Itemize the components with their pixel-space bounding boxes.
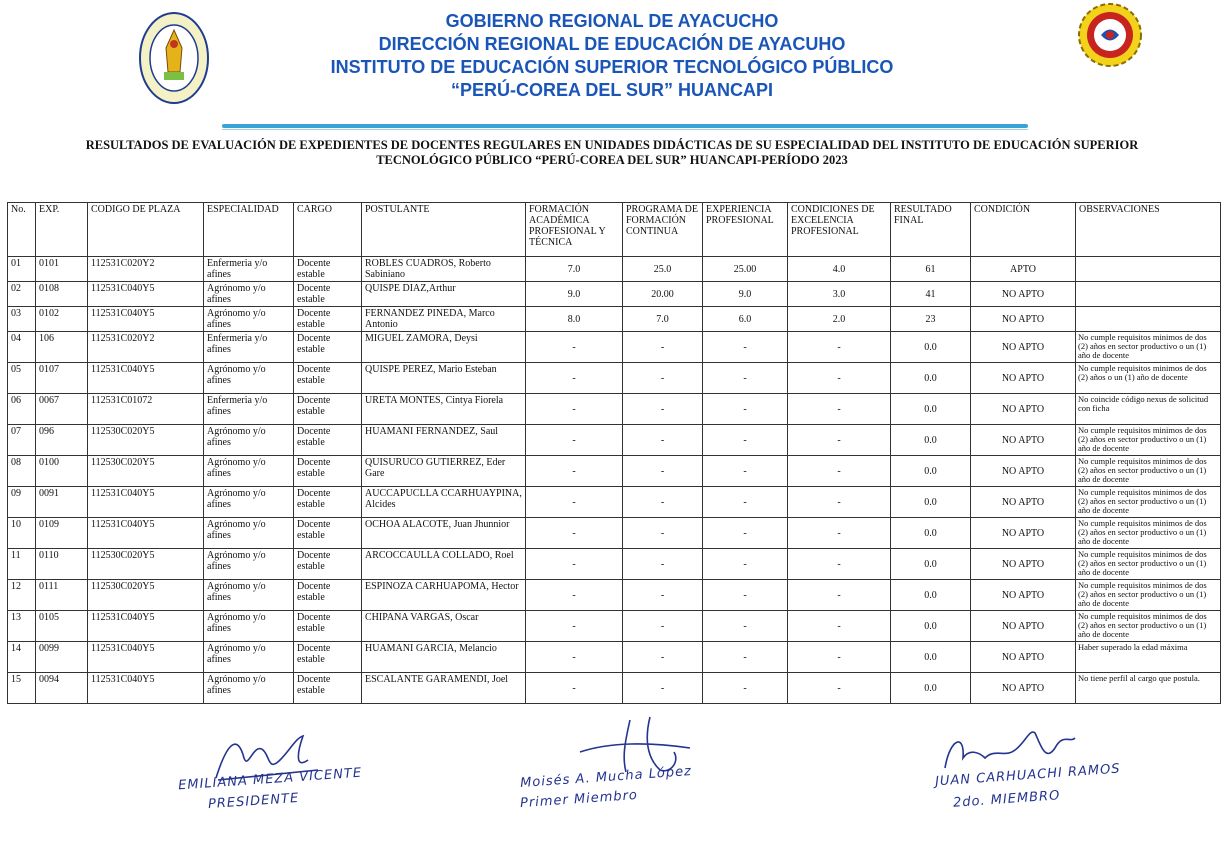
signature-second-member [925, 718, 1195, 828]
cell-resultado: 0.0 [891, 580, 971, 611]
results-table [7, 202, 1221, 704]
cell-observaciones: No tiene perfil al cargo que postula. [1076, 673, 1221, 704]
cell-experiencia: - [703, 673, 788, 704]
cell-postulante: CHIPANA VARGAS, Oscar [362, 611, 526, 642]
cell-condicion: NO APTO [971, 363, 1076, 394]
cell-no: 13 [8, 611, 36, 642]
table-row [8, 332, 1221, 363]
signature-name-2: Moisés A. Mucha López [519, 764, 693, 791]
cell-condicion: APTO [971, 257, 1076, 282]
cell-codigo: 112530C020Y5 [88, 425, 204, 456]
cell-experiencia: - [703, 425, 788, 456]
cell-cargo: Docente estable [294, 257, 362, 282]
cell-condicion: NO APTO [971, 307, 1076, 332]
cell-formacion: - [526, 549, 623, 580]
table-row [8, 394, 1221, 425]
cell-condicion: NO APTO [971, 518, 1076, 549]
table-row [8, 642, 1221, 673]
column-header: CONDICIONES DE EXCELENCIA PROFESIONAL [788, 203, 891, 257]
cell-codigo: 112530C020Y5 [88, 549, 204, 580]
table-row [8, 282, 1221, 307]
signature-name-1: EMILIANA MEZA VICENTE [177, 765, 363, 794]
cell-programa: - [623, 425, 703, 456]
cell-especialidad: Agrónomo y/o afines [204, 307, 294, 332]
cell-postulante: AUCCAPUCLLA CCARHUAYPINA, Alcides [362, 487, 526, 518]
cell-especialidad: Agrónomo y/o afines [204, 611, 294, 642]
cell-codigo: 112530C020Y5 [88, 456, 204, 487]
cell-especialidad: Agrónomo y/o afines [204, 425, 294, 456]
cell-especialidad: Agrónomo y/o afines [204, 580, 294, 611]
cell-exp: 0102 [36, 307, 88, 332]
cell-codigo: 112531C020Y2 [88, 332, 204, 363]
cell-condicion: NO APTO [971, 673, 1076, 704]
cell-especialidad: Enfermeria y/o afines [204, 257, 294, 282]
cell-no: 11 [8, 549, 36, 580]
cell-especialidad: Agrónomo y/o afines [204, 487, 294, 518]
cell-formacion: 9.0 [526, 282, 623, 307]
table-row [8, 673, 1221, 704]
cell-programa: 7.0 [623, 307, 703, 332]
cell-condicion: NO APTO [971, 611, 1076, 642]
cell-no: 05 [8, 363, 36, 394]
cell-observaciones: No cumple requisitos minimos de dos (2) años en sector productivo o un (1) año de docente [1076, 425, 1221, 456]
cell-codigo: 112531C040Y5 [88, 611, 204, 642]
cell-no: 08 [8, 456, 36, 487]
cell-programa: - [623, 611, 703, 642]
cell-programa: - [623, 518, 703, 549]
cell-experiencia: - [703, 456, 788, 487]
cell-programa: 25.0 [623, 257, 703, 282]
signature-president [178, 730, 438, 830]
cell-experiencia: - [703, 487, 788, 518]
cell-condicion: NO APTO [971, 549, 1076, 580]
cell-postulante: ESCALANTE GARAMENDI, Joel [362, 673, 526, 704]
table-row [8, 611, 1221, 642]
cell-condiciones: - [788, 580, 891, 611]
cell-experiencia: 9.0 [703, 282, 788, 307]
cell-postulante: ESPINOZA CARHUAPOMA, Hector [362, 580, 526, 611]
cell-experiencia: - [703, 580, 788, 611]
signature-role-2: Primer Miembro [519, 787, 639, 812]
cell-no: 01 [8, 257, 36, 282]
cell-postulante: FERNANDEZ PINEDA, Marco Antonio [362, 307, 526, 332]
cell-condicion: NO APTO [971, 332, 1076, 363]
cell-resultado: 0.0 [891, 332, 971, 363]
cell-observaciones: No cumple requisitos minimos de dos (2) años en sector productivo o un (1) año de docente [1076, 332, 1221, 363]
cell-exp: 0108 [36, 282, 88, 307]
cell-formacion: - [526, 332, 623, 363]
cell-condiciones: - [788, 332, 891, 363]
cell-exp: 0111 [36, 580, 88, 611]
cell-especialidad: Agrónomo y/o afines [204, 673, 294, 704]
cell-observaciones: No cumple requisitos minimos de dos (2) años en sector productivo o un (1) año de docente [1076, 580, 1221, 611]
cell-codigo: 112531C040Y5 [88, 642, 204, 673]
cell-condiciones: - [788, 425, 891, 456]
cell-condicion: NO APTO [971, 282, 1076, 307]
cell-programa: - [623, 456, 703, 487]
cell-programa: - [623, 363, 703, 394]
column-header: POSTULANTE [362, 203, 526, 257]
cell-condiciones: - [788, 549, 891, 580]
cell-especialidad: Agrónomo y/o afines [204, 549, 294, 580]
cell-observaciones: No cumple requisitos minimos de dos (2) años en sector productivo o un (1) año de docente [1076, 518, 1221, 549]
cell-postulante: HUAMANI FERNANDEZ, Saul [362, 425, 526, 456]
cell-condiciones: - [788, 673, 891, 704]
cell-no: 10 [8, 518, 36, 549]
cell-condiciones: - [788, 456, 891, 487]
cell-exp: 096 [36, 425, 88, 456]
title-line-1: RESULTADOS DE EVALUACIÓN DE EXPEDIENTES DE DOCENTES REGULARES EN UNIDADES DIDÁCTICAS DE SU ESPECIALIDAD DEL INSTITUTO DE EDUCACIÓN SUPERIOR [85, 138, 1139, 152]
cell-resultado: 0.0 [891, 673, 971, 704]
cell-formacion: 7.0 [526, 257, 623, 282]
cell-condicion: NO APTO [971, 425, 1076, 456]
cell-no: 06 [8, 394, 36, 425]
cell-observaciones [1076, 307, 1221, 332]
column-header: RESULTADO FINAL [891, 203, 971, 257]
cell-programa: - [623, 394, 703, 425]
cell-codigo: 112531C040Y5 [88, 282, 204, 307]
column-header: No. [8, 203, 36, 257]
signature-name-3: JUAN CARHUACHI RAMOS [934, 761, 1122, 790]
cell-condicion: NO APTO [971, 580, 1076, 611]
cell-exp: 0091 [36, 487, 88, 518]
cell-no: 09 [8, 487, 36, 518]
column-header: ESPECIALIDAD [204, 203, 294, 257]
cell-exp: 0099 [36, 642, 88, 673]
cell-cargo: Docente estable [294, 611, 362, 642]
cell-condiciones: - [788, 487, 891, 518]
header-divider-thin [222, 129, 1028, 130]
table-row [8, 363, 1221, 394]
cell-resultado: 0.0 [891, 394, 971, 425]
table-header-row [8, 203, 1221, 257]
cell-codigo: 112531C040Y5 [88, 518, 204, 549]
cell-cargo: Docente estable [294, 394, 362, 425]
table-row [8, 456, 1221, 487]
cell-formacion: - [526, 611, 623, 642]
cell-formacion: - [526, 425, 623, 456]
cell-no: 07 [8, 425, 36, 456]
cell-experiencia: - [703, 549, 788, 580]
cell-formacion: 8.0 [526, 307, 623, 332]
cell-codigo: 112531C01072 [88, 394, 204, 425]
cell-postulante: MIGUEL ZAMORA, Deysi [362, 332, 526, 363]
cell-condiciones: 2.0 [788, 307, 891, 332]
cell-condiciones: - [788, 611, 891, 642]
column-header: PROGRAMA DE FORMACIÓN CONTINUA [623, 203, 703, 257]
cell-especialidad: Enfermeria y/o afines [204, 332, 294, 363]
cell-cargo: Docente estable [294, 456, 362, 487]
cell-resultado: 0.0 [891, 363, 971, 394]
cell-cargo: Docente estable [294, 307, 362, 332]
table-row [8, 518, 1221, 549]
cell-cargo: Docente estable [294, 673, 362, 704]
cell-experiencia: - [703, 642, 788, 673]
cell-exp: 0067 [36, 394, 88, 425]
cell-resultado: 23 [891, 307, 971, 332]
document-title [0, 138, 1224, 168]
cell-observaciones: No cumple requisitos minimos de dos (2) años en sector productivo o un (1) año de docente [1076, 487, 1221, 518]
signature-role-3: 2do. MIEMBRO [952, 788, 1061, 811]
cell-experiencia: - [703, 394, 788, 425]
cell-postulante: QUISPE DIAZ,Arthur [362, 282, 526, 307]
cell-observaciones [1076, 282, 1221, 307]
column-header: CODIGO DE PLAZA [88, 203, 204, 257]
cell-resultado: 0.0 [891, 518, 971, 549]
cell-cargo: Docente estable [294, 282, 362, 307]
cell-formacion: - [526, 580, 623, 611]
header-line-4: “PERÚ-COREA DEL SUR” HUANCAPI [450, 80, 774, 100]
cell-postulante: HUAMANI GARCIA, Melancio [362, 642, 526, 673]
cell-especialidad: Agrónomo y/o afines [204, 642, 294, 673]
cell-especialidad: Agrónomo y/o afines [204, 518, 294, 549]
cell-condicion: NO APTO [971, 394, 1076, 425]
header-line-2: DIRECCIÓN REGIONAL DE EDUCACIÓN DE AYACUHO [378, 34, 846, 54]
cell-programa: - [623, 487, 703, 518]
cell-postulante: ROBLES CUADROS, Roberto Sabiniano [362, 257, 526, 282]
cell-codigo: 112531C040Y5 [88, 307, 204, 332]
title-line-2: TECNOLÓGICO PÚBLICO “PERÚ-COREA DEL SUR” HUANCAPI-PERÍODO 2023 [376, 153, 848, 167]
cell-resultado: 0.0 [891, 549, 971, 580]
cell-exp: 106 [36, 332, 88, 363]
cell-formacion: - [526, 673, 623, 704]
header-line-3: INSTITUTO DE EDUCACIÓN SUPERIOR TECNOLÓGICO PÚBLICO [330, 57, 894, 77]
cell-exp: 0110 [36, 549, 88, 580]
cell-observaciones [1076, 257, 1221, 282]
cell-observaciones: No cumple requisitos minimos de dos (2) años o un (1) año de docente [1076, 363, 1221, 394]
cell-postulante: OCHOA ALACOTE, Juan Jhunnior [362, 518, 526, 549]
cell-cargo: Docente estable [294, 518, 362, 549]
cell-exp: 0100 [36, 456, 88, 487]
cell-formacion: - [526, 363, 623, 394]
cell-programa: - [623, 642, 703, 673]
cell-resultado: 0.0 [891, 642, 971, 673]
cell-programa: - [623, 549, 703, 580]
table-row [8, 425, 1221, 456]
signature-role-1: PRESIDENTE [207, 790, 300, 813]
cell-condiciones: - [788, 518, 891, 549]
cell-programa: - [623, 673, 703, 704]
cell-cargo: Docente estable [294, 363, 362, 394]
cell-postulante: QUISURUCO GUTIERREZ, Eder Gare [362, 456, 526, 487]
cell-no: 04 [8, 332, 36, 363]
cell-observaciones: No cumple requisitos minimos de dos (2) años en sector productivo o un (1) año de docente [1076, 456, 1221, 487]
cell-experiencia: - [703, 363, 788, 394]
cell-cargo: Docente estable [294, 487, 362, 518]
cell-no: 15 [8, 673, 36, 704]
cell-observaciones: No cumple requisitos minimos de dos (2) años en sector productivo o un (1) año de docente [1076, 611, 1221, 642]
cell-codigo: 112531C040Y5 [88, 363, 204, 394]
cell-programa: 20.00 [623, 282, 703, 307]
cell-resultado: 41 [891, 282, 971, 307]
cell-resultado: 61 [891, 257, 971, 282]
cell-formacion: - [526, 642, 623, 673]
cell-formacion: - [526, 456, 623, 487]
cell-experiencia: 25.00 [703, 257, 788, 282]
cell-especialidad: Enfermeria y/o afines [204, 394, 294, 425]
cell-resultado: 0.0 [891, 456, 971, 487]
cell-resultado: 0.0 [891, 425, 971, 456]
header-divider [222, 124, 1028, 128]
cell-exp: 0101 [36, 257, 88, 282]
cell-condicion: NO APTO [971, 642, 1076, 673]
cell-condiciones: - [788, 363, 891, 394]
table-row [8, 580, 1221, 611]
cell-condicion: NO APTO [971, 487, 1076, 518]
cell-programa: - [623, 580, 703, 611]
column-header: EXP. [36, 203, 88, 257]
cell-observaciones: Haber superado la edad máxima [1076, 642, 1221, 673]
cell-postulante: URETA MONTES, Cintya Fiorela [362, 394, 526, 425]
cell-experiencia: - [703, 332, 788, 363]
cell-experiencia: 6.0 [703, 307, 788, 332]
table-row [8, 257, 1221, 282]
cell-condiciones: 3.0 [788, 282, 891, 307]
cell-condiciones: 4.0 [788, 257, 891, 282]
cell-codigo: 112531C040Y5 [88, 487, 204, 518]
signature-first-member [520, 712, 780, 822]
table-row [8, 487, 1221, 518]
cell-formacion: - [526, 518, 623, 549]
cell-formacion: - [526, 394, 623, 425]
cell-experiencia: - [703, 611, 788, 642]
column-header: CARGO [294, 203, 362, 257]
table-body [8, 257, 1221, 704]
cell-no: 02 [8, 282, 36, 307]
cell-codigo: 112531C020Y2 [88, 257, 204, 282]
cell-condiciones: - [788, 394, 891, 425]
cell-especialidad: Agrónomo y/o afines [204, 363, 294, 394]
cell-cargo: Docente estable [294, 580, 362, 611]
cell-observaciones: No cumple requisitos minimos de dos (2) años en sector productivo o un (1) año de docente [1076, 549, 1221, 580]
cell-exp: 0107 [36, 363, 88, 394]
cell-postulante: QUISPE PEREZ, Mario Esteban [362, 363, 526, 394]
cell-formacion: - [526, 487, 623, 518]
header-line-1: GOBIERNO REGIONAL DE AYACUCHO [445, 11, 779, 31]
table-row [8, 549, 1221, 580]
column-header: FORMACIÓN ACADÉMICA PROFESIONAL Y TÉCNICA [526, 203, 623, 257]
cell-especialidad: Agrónomo y/o afines [204, 282, 294, 307]
institution-header [0, 10, 1224, 102]
cell-resultado: 0.0 [891, 611, 971, 642]
cell-condiciones: - [788, 642, 891, 673]
cell-exp: 0094 [36, 673, 88, 704]
cell-especialidad: Agrónomo y/o afines [204, 456, 294, 487]
cell-cargo: Docente estable [294, 425, 362, 456]
cell-no: 03 [8, 307, 36, 332]
cell-exp: 0109 [36, 518, 88, 549]
cell-postulante: ARCOCCAULLA COLLADO, Roel [362, 549, 526, 580]
cell-codigo: 112531C040Y5 [88, 673, 204, 704]
cell-cargo: Docente estable [294, 549, 362, 580]
column-header: CONDICIÓN [971, 203, 1076, 257]
cell-exp: 0105 [36, 611, 88, 642]
column-header: EXPERIENCIA PROFESIONAL [703, 203, 788, 257]
cell-resultado: 0.0 [891, 487, 971, 518]
cell-codigo: 112530C020Y5 [88, 580, 204, 611]
column-header: OBSERVACIONES [1076, 203, 1221, 257]
cell-condicion: NO APTO [971, 456, 1076, 487]
cell-no: 12 [8, 580, 36, 611]
cell-cargo: Docente estable [294, 332, 362, 363]
cell-experiencia: - [703, 518, 788, 549]
cell-no: 14 [8, 642, 36, 673]
cell-observaciones: No coincide código nexus de solicitud con ficha [1076, 394, 1221, 425]
cell-cargo: Docente estable [294, 642, 362, 673]
cell-programa: - [623, 332, 703, 363]
table-row [8, 307, 1221, 332]
